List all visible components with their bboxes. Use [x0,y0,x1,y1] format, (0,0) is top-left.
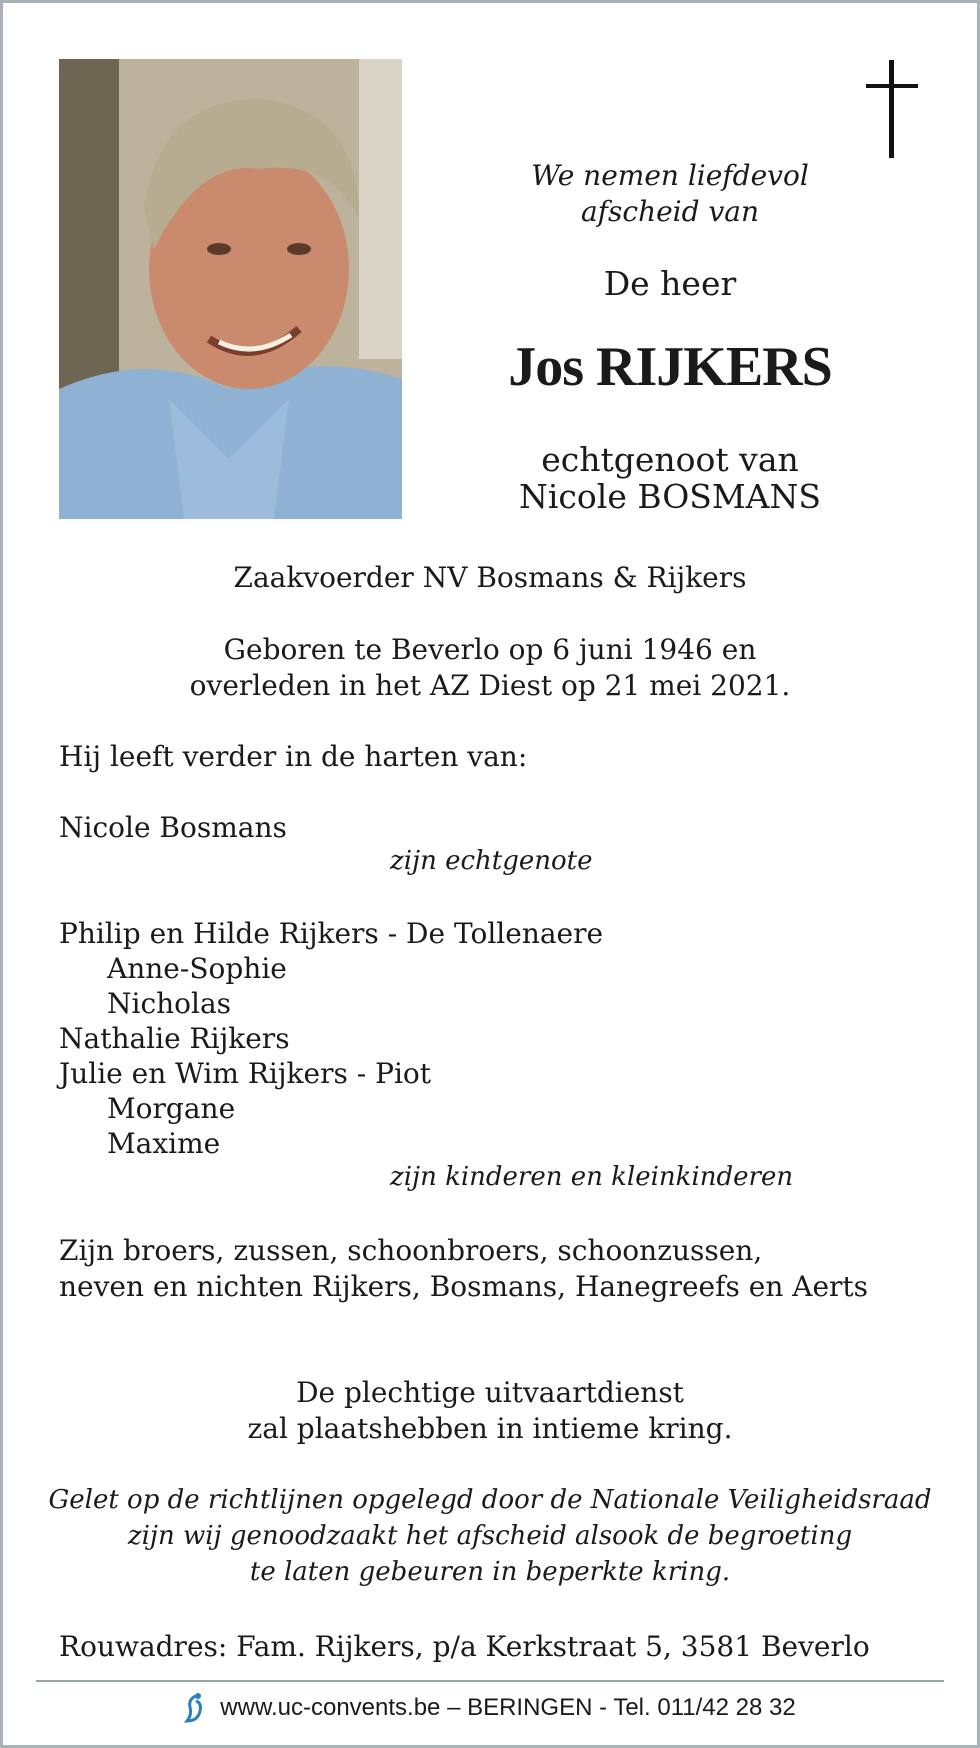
honorific: De heer [603,264,737,303]
service-info [0,1375,980,1447]
service-line: De plechtige uitvaartdienst [296,1376,684,1409]
funeral-home-logo-icon [184,1691,206,1725]
portrait-image [59,59,402,519]
grandchild: Nicholas [107,987,232,1020]
intro-line: We nemen liefdevol [531,159,809,192]
cross-icon [862,60,922,158]
grandchild: Morgane [107,1092,236,1125]
family-line: Philip en Hilde Rijkers - De Tollenaere [59,917,604,950]
relatives [59,1233,868,1305]
relatives-line: neven en nichten Rijkers, Bosmans, Hanegreefs en Aerts [59,1270,869,1303]
footer-divider [36,1680,944,1682]
footer [0,1691,980,1725]
notice-line: Gelet op de richtlijnen opgelegd door de Nationale Veiligheidsraad [48,1485,932,1515]
spouse-of [470,441,870,515]
notice-line: zijn wij genoodzaakt het afscheid alsook de begroeting [127,1521,853,1551]
spouse-name: Nicole Bosmans [59,811,287,844]
notice [0,1482,980,1590]
birth-line: Geboren te Beverlo op 6 juni 1946 en [223,633,757,666]
footer-contact-link[interactable]: www.uc-convents.be – BERINGEN - Tel. 011/42 28 32 [220,1694,796,1721]
family-role: zijn kinderen en kleinkinderen [390,1162,794,1192]
grandchild: Anne-Sophie [107,952,287,985]
notice-line: te laten gebeuren in beperkte kring. [249,1557,731,1587]
portrait-photo [59,59,402,519]
birth-death [0,632,980,704]
family-line: Julie en Wim Rijkers - Piot [59,1057,432,1090]
death-line: overleden in het AZ Diest op 21 mei 2021. [189,669,791,702]
occupation: Zaakvoerder NV Bosmans & Rijkers [233,561,747,594]
deceased-name: Jos RIJKERS [508,336,832,398]
service-line: zal plaatshebben in intieme kring. [247,1412,733,1445]
intro-text [520,158,820,230]
survivors-heading: Hij leeft verder in de harten van: [59,740,528,773]
grandchild: Maxime [107,1127,221,1160]
spouse-role: zijn echtgenote [390,846,593,876]
spouse-of-label: echtgenoot van [541,440,799,479]
relatives-line: Zijn broers, zussen, schoonbroers, schoonzussen, [59,1234,763,1267]
family-line: Nathalie Rijkers [59,1022,290,1055]
spouse-of-name: Nicole BOSMANS [519,477,821,516]
mourning-address: Rouwadres: Fam. Rijkers, p/a Kerkstraat 5, 3581 Beverlo [59,1630,870,1663]
intro-line: afscheid van [580,195,760,228]
